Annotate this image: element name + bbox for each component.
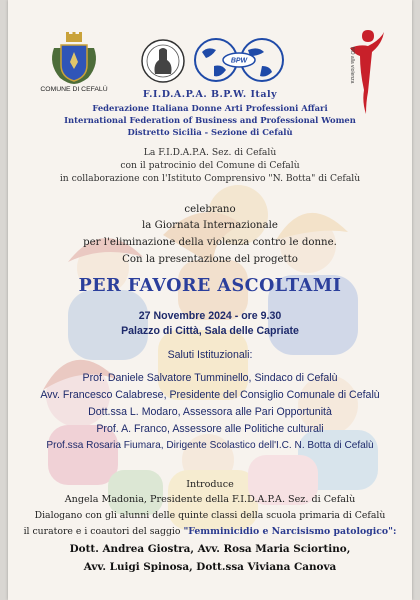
- bpw-text: BPW: [230, 57, 248, 65]
- saluti-item-4: Prof. A. Franco, Assessore alle Politiche culturali: [96, 423, 324, 435]
- saluti-item-5: Prof.ssa Rosaria Fiumara, Dirigente Scolastico dell'I.C. N. Botta di Cefalù: [46, 440, 374, 451]
- event-line-4: Con la presentazione del progetto: [122, 254, 298, 265]
- event-line-1: celebrano: [184, 204, 236, 215]
- event-line-2: la Giornata Internazionale: [142, 220, 278, 231]
- dialogano-line: Dialogano con gli alunni delle quinte classi della scuola primaria di Cefalù: [34, 510, 386, 521]
- presidente-line: Angela Madonia, Presidente della F.I.D.A.P.A. Sez. di Cefalù: [64, 494, 356, 505]
- comune-caption: COMUNE DI CEFALÙ: [40, 86, 108, 93]
- saluti-item-1: Prof. Daniele Salvatore Tumminello, Sindaco di Cefalù: [82, 372, 338, 384]
- header-line-3: Distretto Sicilia - Sezione di Cefalù: [127, 127, 293, 137]
- saluti-heading: Saluti Istituzionali:: [167, 349, 253, 361]
- header-line-1: Federazione Italiana Donne Arti Professioni Affari: [92, 103, 328, 113]
- fidapa-seal-icon: [140, 38, 186, 84]
- event-venue: Palazzo di Città, Sala delle Capriate: [121, 325, 299, 337]
- introduce-label: Introduce: [186, 479, 234, 490]
- org-name: F.I.D.A.P.A. B.P.W. Italy: [142, 89, 278, 100]
- patrocinio-line-2: con il patrocinio del Comune di Cefalù: [120, 160, 300, 171]
- cefalu-crest-icon: [44, 32, 104, 84]
- curatore-prefix: il curatore e i coautori del saggio: [23, 526, 184, 537]
- comune-logo: [40, 32, 108, 94]
- saluti-item-3: Dott.ssa L. Modaro, Assessora alle Pari Opportunità: [88, 406, 332, 418]
- no-violenza-text: NO alla violenza: [349, 47, 355, 84]
- event-date: 27 Novembre 2024 - ore 9.30: [138, 310, 282, 322]
- event-line-3: per l'eliminazione della violenza contro le donne.: [83, 237, 337, 248]
- patrocinio-line-1: La F.I.D.A.P.A. Sez. di Cefalù: [143, 147, 277, 158]
- curatore-line: [8, 526, 412, 537]
- project-title: PER FAVORE ASCOLTAMI: [78, 276, 342, 296]
- header-line-2: International Federation of Business and Professional Women: [64, 115, 356, 125]
- saluti-item-2: Avv. Francesco Calabrese, Presidente del Consiglio Comunale di Cefalù: [40, 389, 380, 401]
- saggio-title: "Femminicidio e Narcisismo patologico":: [183, 526, 397, 537]
- authors-line-1: Dott. Andrea Giostra, Avv. Rosa Maria Sciortino,: [69, 543, 351, 555]
- authors-line-2: Avv. Luigi Spinosa, Dott.ssa Viviana Canova: [83, 561, 337, 573]
- poster: [8, 0, 412, 600]
- patrocinio-line-3: in collaborazione con l'Istituto Comprensivo "N. Botta" di Cefalù: [59, 173, 361, 184]
- bpw-globes-icon: [192, 36, 286, 86]
